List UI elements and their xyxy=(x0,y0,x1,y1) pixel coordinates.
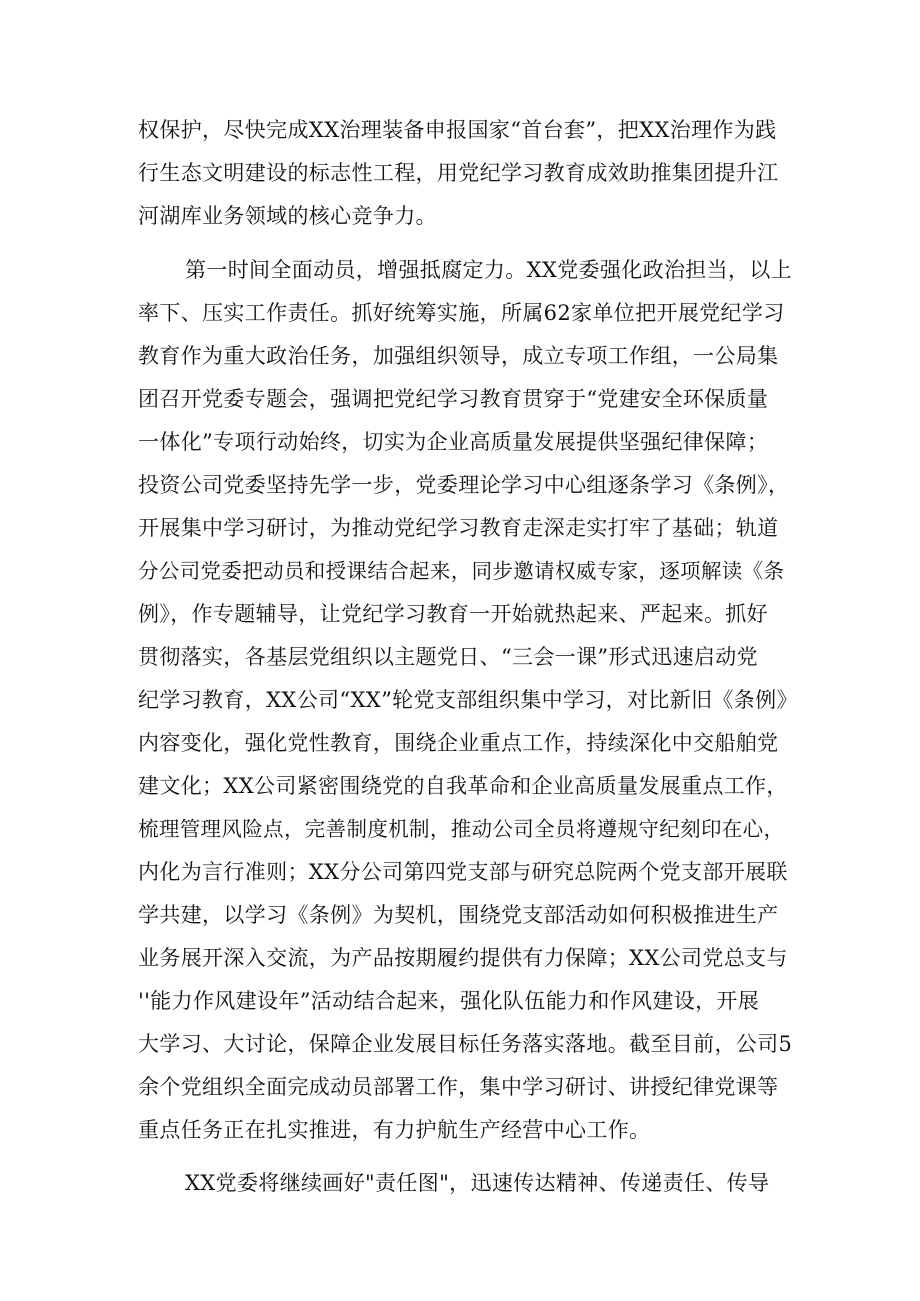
text-line: 大学习、大讨论，保障企业发展目标任务落实落地。截至目前，公司5 xyxy=(138,1032,793,1056)
text-line: 余个党组织全面完成动员部署工作，集中学习研讨、讲授纪律党课等 xyxy=(138,1075,779,1099)
text-line: ''能力作风建设年”活动结合起来，强化队伍能力和作风建设，开展 xyxy=(138,989,760,1013)
text-line: 建文化；XX公司紧密围绕党的自我革命和企业高质量发展重点工作， xyxy=(138,774,788,798)
text-line: 率下、压实工作责任。抓好统筹实施，所属62家单位把开展党纪学习 xyxy=(138,301,785,325)
text-line: 梳理管理风险点，完善制度机制，推动公司全员将遵规守纪刻印在心， xyxy=(138,817,785,841)
text-line: 纪学习教育，XX公司“XX”轮党支部组织集中学习，对比新旧《条例》 xyxy=(138,688,798,712)
text-line: 重点任务正在扎实推进，有力护航生产经营中心工作。 xyxy=(138,1118,651,1142)
text-line: 例》，作专题辅导，让党纪学习教育一开始就热起来、严起来。抓好 xyxy=(138,602,768,626)
text-line: 一体化”专项行动始终，切实为企业高质量发展提供坚强纪律保障； xyxy=(138,430,769,454)
text-line: 行生态文明建设的标志性工程，用党纪学习教育成效助推集团提升江 xyxy=(138,161,779,185)
text-line: 内化为言行准则；XX分公司第四党支部与研究总院两个党支部开展联 xyxy=(138,860,788,884)
text-line: 学共建，以学习《条例》为契机，围绕党支部活动如何积极推进生产 xyxy=(138,903,779,927)
text-line: 投资公司党委坚持先学一步，党委理论学习中心组逐条学习《条例》， xyxy=(138,473,790,497)
text-line: 分公司党委把动员和授课结合起来，同步邀请权威专家，逐项解读《条 xyxy=(138,559,785,583)
text-line: 团召开党委专题会，强调把党纪学习教育贯穿于“党建安全环保质量 xyxy=(138,387,769,411)
text-line: 开展集中学习研讨，为推动党纪学习教育走深走实打牢了基础；轨道 xyxy=(138,516,779,540)
text-line: 教育作为重大政治任务，加强组织领导，成立专项工作组，一公局集 xyxy=(138,344,779,368)
text-line: 河湖库业务领域的核心竞争力。 xyxy=(138,204,437,228)
text-line: 业务展开深入交流，为产品按期履约提供有力保障；XX公司党总支与 xyxy=(138,946,788,970)
text-line: 贯彻落实，各基层党组织以主题党日、“三会一课”形式迅速启动党 xyxy=(138,645,758,669)
text-line: 第一时间全面动员，增强抵腐定力。XX党委强化政治担当，以上 xyxy=(185,258,793,282)
text-line: 权保护，尽快完成XX治理装备申报国家“首台套”，把XX治理作为践 xyxy=(138,118,777,142)
text-line: 内容变化，强化党性教育，围绕企业重点工作，持续深化中交船舶党 xyxy=(138,731,779,755)
text-line: XX党委将继续画好"责任图"，迅速传达精神、传递责任、传导 xyxy=(185,1171,770,1195)
